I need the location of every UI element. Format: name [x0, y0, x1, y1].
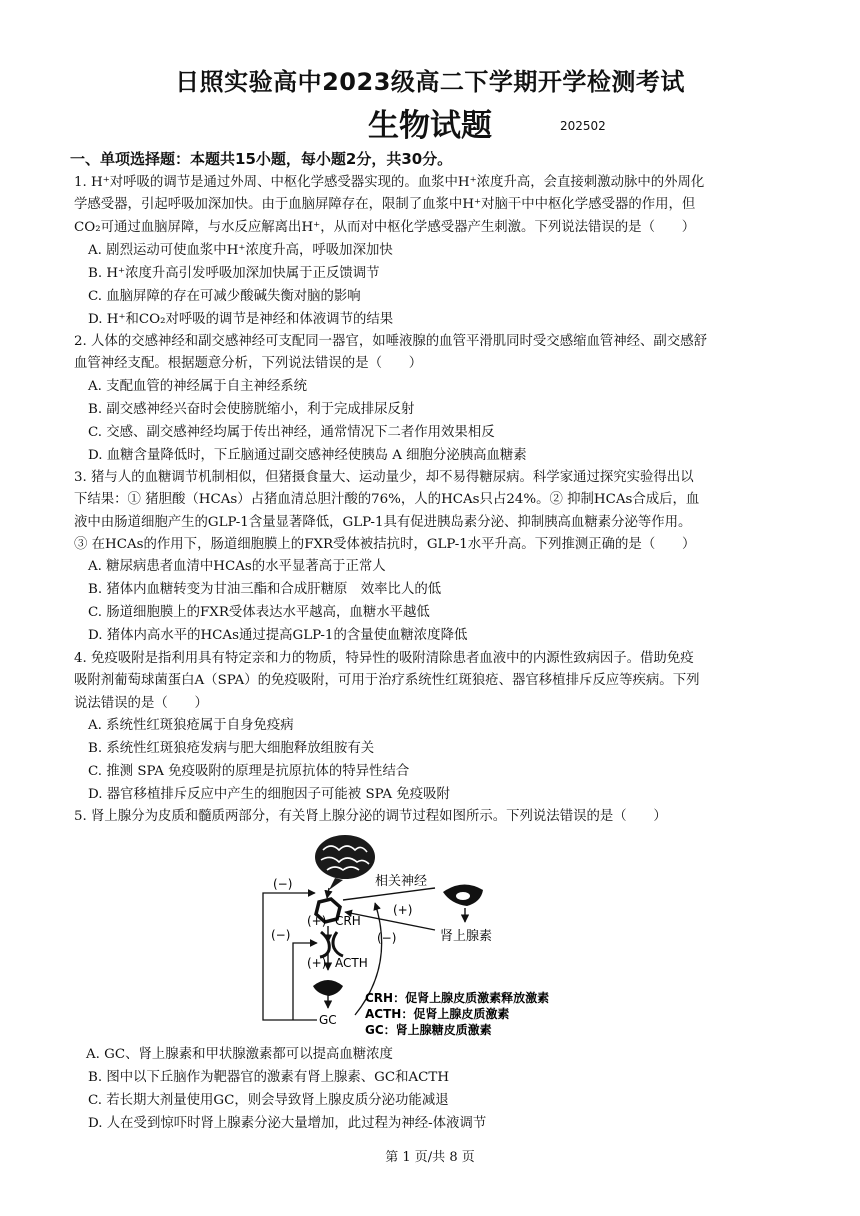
acth-label: ACTH [335, 956, 368, 970]
brain-to-hypothalamus-arrow [327, 888, 329, 898]
question-5-option-a: A. GC、肾上腺素和甲状腺激素都可以提高血糖浓度 [86, 1047, 393, 1062]
adrenaline-label: 肾上腺素 [440, 929, 493, 944]
question-1-option-b: B. H⁺浓度升高引发呼吸加深加快属于正反馈调节 [88, 266, 380, 281]
question-4-stem [74, 648, 796, 715]
question-5-option-c: C. 若长期大剂量使用GC，则会导致肾上腺皮质分泌功能减退 [88, 1093, 449, 1108]
question-3-option-b: B. 猪体内血糖转变为甘油三酯和合成肝糖原 效率比人的低 [88, 582, 442, 597]
gc-curved-minus: (−) [377, 931, 397, 945]
exam-code: 202502 [560, 119, 606, 133]
stem-line: 1. H⁺对呼吸的调节是通过外周、中枢化学感受器实现的。血浆中H⁺浓度升高，会直接刺激动脉中的外周化 [74, 175, 705, 190]
related-nerve-label: 相关神经 [375, 874, 428, 889]
gc-feedback-minus-1: (−) [273, 877, 293, 891]
stem-line: 2. 人体的交感神经和副交感神经可支配同一器官，如唾液腺的血管平滑肌同时受交感缩血管神经、副交感舒 [74, 334, 707, 349]
question-4-option-b: B. 系统性红斑狼疮发病与肥大细胞释放组胺有关 [88, 741, 375, 756]
question-5-stem [74, 806, 796, 828]
question-1-stem [74, 172, 796, 239]
brain-icon [315, 835, 375, 890]
stem-line: 4. 免疫吸附是指利用具有特定亲和力的物质，特异性的吸附清除患者血液中的内源性致病因子。借助免疫 [74, 651, 694, 666]
exam-title: 日照实验高中2023级高二下学期开学检测考试 [175, 68, 685, 96]
adrenal-regulation-diagram [255, 830, 615, 1045]
page-number: 第 1 页/共 8 页 [385, 1150, 475, 1165]
crh-plus-sign: (+) [307, 914, 327, 928]
question-4-option-a: A. 系统性红斑狼疮属于自身免疫病 [88, 718, 294, 733]
stem-line: 液中由肠道细胞产生的GLP-1含量显著降低，GLP-1具有促进胰岛素分泌、抑制胰高血糖素分泌等作用。 [74, 514, 692, 530]
subject-title: 生物试题 [368, 108, 492, 144]
adrenal-cortex-icon [313, 980, 343, 1008]
question-1-option-c: C. 血脑屏障的存在可减少酸碱失衡对脑的影响 [88, 289, 361, 304]
question-2-option-c: C. 交感、副交感神经均属于传出神经，通常情况下二者作用效果相反 [88, 425, 495, 440]
question-5-option-b: B. 图中以下丘脑作为靶器官的激素有肾上腺素、GC和ACTH [88, 1070, 450, 1085]
stem-line: 下结果：① 猪胆酸（HCAs）占猪血清总胆汁酸的76%，人的HCAs只占24%。② 抑制HCAs合成后，血 [74, 492, 700, 508]
question-3-option-d: D. 猪体内高水平的HCAs通过提高GLP-1的含量使血糖浓度降低 [88, 628, 468, 643]
acth-plus-sign: (+) [307, 956, 327, 970]
stem-line: 吸附剂葡萄球菌蛋白A（SPA）的免疫吸附，可用于治疗系统性红斑狼疮、器官移植排斥反应等疾病。下列 [74, 673, 700, 689]
stem-line: 3. 猪与人的血糖调节机制相似，但猪摄食量大、运动量少，却不易得糖尿病。科学家通过探究实验得出以 [74, 470, 694, 485]
gc-label: GC [319, 1013, 337, 1027]
question-1-option-d: D. H⁺和CO₂对呼吸的调节是神经和体液调节的结果 [88, 312, 394, 327]
gc-feedback-pituitary-arrow [293, 943, 317, 1020]
legend-crh: CRH：促肾上腺皮质激素释放激素 [365, 991, 550, 1005]
related-nerve-line [343, 888, 435, 900]
section-heading: 一、单项选择题：本题共15小题，每小题2分，共30分。 [70, 150, 453, 168]
stem-line: 说法错误的是（ ） [74, 695, 208, 711]
question-3-option-c: C. 肠道细胞膜上的FXR受体表达水平越高，血糖水平越低 [88, 605, 430, 620]
stem-line: 血管神经支配。根据题意分析，下列说法错误的是（ ） [74, 356, 423, 372]
stem-line: CO₂可通过血脑屏障，与水反应解离出H⁺，从而对中枢化学感受器产生刺激。下列说法错误的是（ ） [74, 219, 696, 235]
gc-feedback-minus-2: (−) [271, 928, 291, 942]
question-1-option-a: A. 剧烈运动可使血浆中H⁺浓度升高，呼吸加深加快 [88, 243, 393, 258]
question-2-option-a: A. 支配血管的神经属于自主神经系统 [88, 379, 308, 394]
crh-label: CRH [335, 914, 361, 928]
question-3-stem [74, 467, 796, 557]
stem-line: 5. 肾上腺分为皮质和髓质两部分，有关肾上腺分泌的调节过程如图所示。下列说法错误的是（ ） [74, 809, 667, 824]
question-4-option-c: C. 推测 SPA 免疫吸附的原理是抗原抗体的特异性结合 [88, 764, 410, 779]
question-2-stem [74, 331, 796, 376]
legend-acth: ACTH：促肾上腺皮质激素 [365, 1007, 510, 1021]
adrenaline-plus-sign: (+) [393, 903, 413, 917]
stem-line: 学感受器，引起呼吸加深加快。由于血脑屏障存在，限制了血浆中H⁺对脑干中中枢化学感受器的作用，但 [74, 197, 696, 213]
question-4-option-d: D. 器官移植排斥反应中产生的细胞因子可能被 SPA 免疫吸附 [88, 787, 450, 802]
legend-gc: GC：肾上腺糖皮质激素 [365, 1023, 492, 1037]
question-5-option-d: D. 人在受到惊吓时肾上腺素分泌大量增加，此过程为神经-体液调节 [88, 1116, 487, 1131]
adrenal-gland-icon [443, 884, 483, 922]
stem-line: ③ 在HCAs的作用下，肠道细胞膜上的FXR受体被拮抗时，GLP-1水平升高。下列推测正确的是（ ） [74, 537, 696, 553]
question-3-option-a: A. 糖尿病患者血清中HCAs的水平显著高于正常人 [88, 559, 386, 574]
question-2-option-d: D. 血糖含量降低时，下丘脑通过副交感神经使胰岛 A 细胞分泌胰高血糖素 [88, 448, 527, 463]
question-2-option-b: B. 副交感神经兴奋时会使膀胱缩小，利于完成排尿反射 [88, 402, 415, 417]
pituitary-icon [320, 932, 343, 957]
